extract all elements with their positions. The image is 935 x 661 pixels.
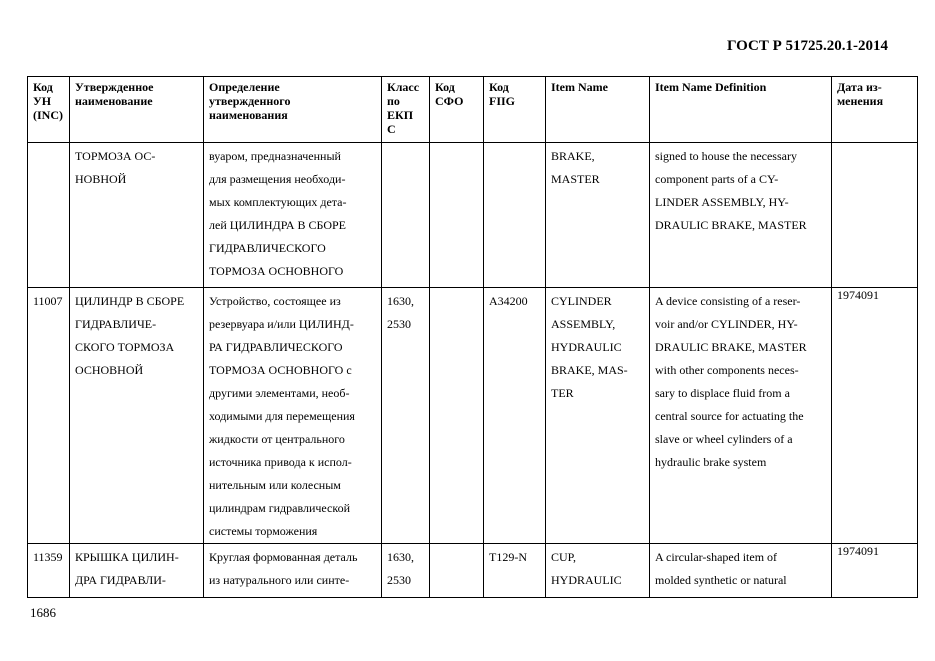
cell-line: лей ЦИЛИНДРА В СБОРЕ bbox=[209, 218, 347, 232]
cell-line: НОВНОЙ bbox=[75, 172, 127, 186]
cell-line: утвержденного bbox=[209, 94, 291, 108]
cell-line: ОСНОВНОЙ bbox=[75, 363, 144, 377]
column-header-item-definition bbox=[650, 77, 832, 143]
cell-line: voir and/or CYLINDER, HY- bbox=[655, 317, 798, 331]
cell-line: CYLINDER bbox=[551, 294, 612, 308]
cell-line: Класс bbox=[387, 80, 420, 94]
cell-date bbox=[832, 544, 918, 598]
cell-sfo bbox=[430, 143, 484, 288]
cell-line: A34200 bbox=[489, 294, 528, 308]
cell-line: 1974091 bbox=[837, 288, 879, 302]
cell-line: ГИДРАВЛИЧЕСКОГО bbox=[209, 241, 326, 255]
cell-line: КРЫШКА ЦИЛИН- bbox=[75, 550, 179, 564]
cell-line: ТОРМОЗА ОС- bbox=[75, 149, 156, 163]
cell-inc bbox=[28, 143, 70, 288]
table-header-row bbox=[28, 77, 918, 143]
cell-date bbox=[832, 143, 918, 288]
column-header-approved-name bbox=[70, 77, 204, 143]
cell-line: CUP, bbox=[551, 550, 577, 564]
cell-line: из натурального или синте- bbox=[209, 573, 350, 587]
cell-line: (INC) bbox=[33, 108, 63, 122]
cell-line: для размещения необходи- bbox=[209, 172, 346, 186]
cell-line: ДРА ГИДРАВЛИ- bbox=[75, 573, 166, 587]
cell-class bbox=[382, 544, 430, 598]
cell-item-definition bbox=[650, 544, 832, 598]
cell-date bbox=[832, 288, 918, 544]
cell-line: Круглая формованная деталь bbox=[209, 550, 358, 564]
cell-line: Устройство, состоящее из bbox=[209, 294, 341, 308]
cell-line: 1630, bbox=[387, 550, 414, 564]
cell-line: DRAULIC BRAKE, MASTER bbox=[655, 218, 807, 232]
cell-line: по bbox=[387, 94, 400, 108]
cell-line: BRAKE, bbox=[551, 149, 595, 163]
cell-class bbox=[382, 143, 430, 288]
cell-line: источника привода к испол- bbox=[209, 455, 352, 469]
cell-line: системы торможения bbox=[209, 524, 318, 538]
cell-inc bbox=[28, 544, 70, 598]
cell-line: мых комплектующих дета- bbox=[209, 195, 347, 209]
cell-line: СКОГО ТОРМОЗА bbox=[75, 340, 175, 354]
cell-line: другими элементами, необ- bbox=[209, 386, 350, 400]
cell-line: ЦИЛИНДР В СБОРЕ bbox=[75, 294, 185, 308]
cell-line: hydraulic brake system bbox=[655, 455, 767, 469]
cell-line: РА ГИДРАВЛИЧЕСКОГО bbox=[209, 340, 343, 354]
cell-definition bbox=[204, 288, 382, 544]
cell-line: molded synthetic or natural bbox=[655, 573, 787, 587]
cell-line: LINDER ASSEMBLY, HY- bbox=[655, 195, 789, 209]
column-header-class bbox=[382, 77, 430, 143]
cell-line: Код bbox=[33, 80, 53, 94]
cell-line: СФО bbox=[435, 94, 464, 108]
cell-item-name bbox=[546, 544, 650, 598]
cell-class bbox=[382, 288, 430, 544]
cell-line: T129-N bbox=[489, 550, 527, 564]
cell-item-name bbox=[546, 143, 650, 288]
cell-line: slave or wheel cylinders of a bbox=[655, 432, 793, 446]
cell-line: ASSEMBLY, bbox=[551, 317, 616, 331]
cell-line: 11359 bbox=[33, 550, 63, 564]
cell-line: A device consisting of a reser- bbox=[655, 294, 801, 308]
cell-line: DRAULIC BRAKE, MASTER bbox=[655, 340, 807, 354]
cell-item-definition bbox=[650, 143, 832, 288]
cell-definition bbox=[204, 143, 382, 288]
cell-sfo bbox=[430, 288, 484, 544]
cell-line: 1974091 bbox=[837, 544, 879, 558]
cell-line: Item Name bbox=[551, 80, 608, 94]
cell-line: Дата из- bbox=[837, 80, 882, 94]
cell-line: 11007 bbox=[33, 294, 63, 308]
cell-sfo bbox=[430, 544, 484, 598]
document-header: ГОСТ Р 51725.20.1-2014 bbox=[726, 38, 888, 54]
cell-approved-name bbox=[70, 544, 204, 598]
cell-line: цилиндрам гидравлической bbox=[209, 501, 351, 515]
cell-line: 2530 bbox=[387, 317, 411, 331]
cell-line: sary to displace fluid from a bbox=[655, 386, 790, 400]
cell-line: УН bbox=[33, 94, 52, 108]
cell-line: with other components neces- bbox=[655, 363, 799, 377]
cell-approved-name bbox=[70, 143, 204, 288]
cell-line: Утвержденное bbox=[75, 80, 154, 94]
cell-fiig bbox=[484, 143, 546, 288]
cell-approved-name bbox=[70, 288, 204, 544]
column-header-date bbox=[832, 77, 918, 143]
cell-line: нительным или колесным bbox=[209, 478, 341, 492]
cell-line: 2530 bbox=[387, 573, 411, 587]
cell-item-name bbox=[546, 288, 650, 544]
cell-line: С bbox=[387, 122, 396, 136]
catalog-table bbox=[27, 76, 918, 598]
cell-line: наименование bbox=[75, 94, 153, 108]
cell-line: Код bbox=[489, 80, 509, 94]
cell-line: 1630, bbox=[387, 294, 414, 308]
cell-line: MASTER bbox=[551, 172, 600, 186]
cell-line: вуаром, предназначенный bbox=[209, 149, 341, 163]
cell-line: HYDRAULIC bbox=[551, 573, 622, 587]
cell-line: signed to house the necessary bbox=[655, 149, 797, 163]
page-number: 1686 bbox=[30, 605, 56, 620]
cell-line: жидкости от центрального bbox=[209, 432, 345, 446]
cell-item-definition bbox=[650, 288, 832, 544]
cell-line: TER bbox=[551, 386, 574, 400]
cell-line: ходимыми для перемещения bbox=[209, 409, 355, 423]
column-header-sfo bbox=[430, 77, 484, 143]
cell-line: ТОРМОЗА ОСНОВНОГО bbox=[209, 264, 344, 278]
cell-line: FIIG bbox=[489, 94, 516, 108]
cell-inc bbox=[28, 288, 70, 544]
cell-line: ЕКП bbox=[387, 108, 414, 122]
cell-line: резервуара и/или ЦИЛИНД- bbox=[209, 317, 354, 331]
cell-line: Определение bbox=[209, 80, 280, 94]
cell-definition bbox=[204, 544, 382, 598]
cell-fiig bbox=[484, 288, 546, 544]
cell-line: Код bbox=[435, 80, 455, 94]
cell-line: ТОРМОЗА ОСНОВНОГО с bbox=[209, 363, 352, 377]
cell-line: наименования bbox=[209, 108, 288, 122]
cell-line: менения bbox=[837, 94, 884, 108]
cell-fiig bbox=[484, 544, 546, 598]
cell-line: A circular-shaped item of bbox=[655, 550, 778, 564]
column-header-definition bbox=[204, 77, 382, 143]
column-header-item-name bbox=[546, 77, 650, 143]
column-header-fiig bbox=[484, 77, 546, 143]
cell-line: HYDRAULIC bbox=[551, 340, 622, 354]
cell-line: central source for actuating the bbox=[655, 409, 804, 423]
cell-line: Item Name Definition bbox=[655, 80, 767, 94]
table-row bbox=[28, 143, 918, 288]
cell-line: BRAKE, MAS- bbox=[551, 363, 628, 377]
cell-line: ГИДРАВЛИЧЕ- bbox=[75, 317, 157, 331]
cell-line: component parts of a CY- bbox=[655, 172, 779, 186]
column-header-inc bbox=[28, 77, 70, 143]
table-row bbox=[28, 544, 918, 598]
table-row bbox=[28, 288, 918, 544]
